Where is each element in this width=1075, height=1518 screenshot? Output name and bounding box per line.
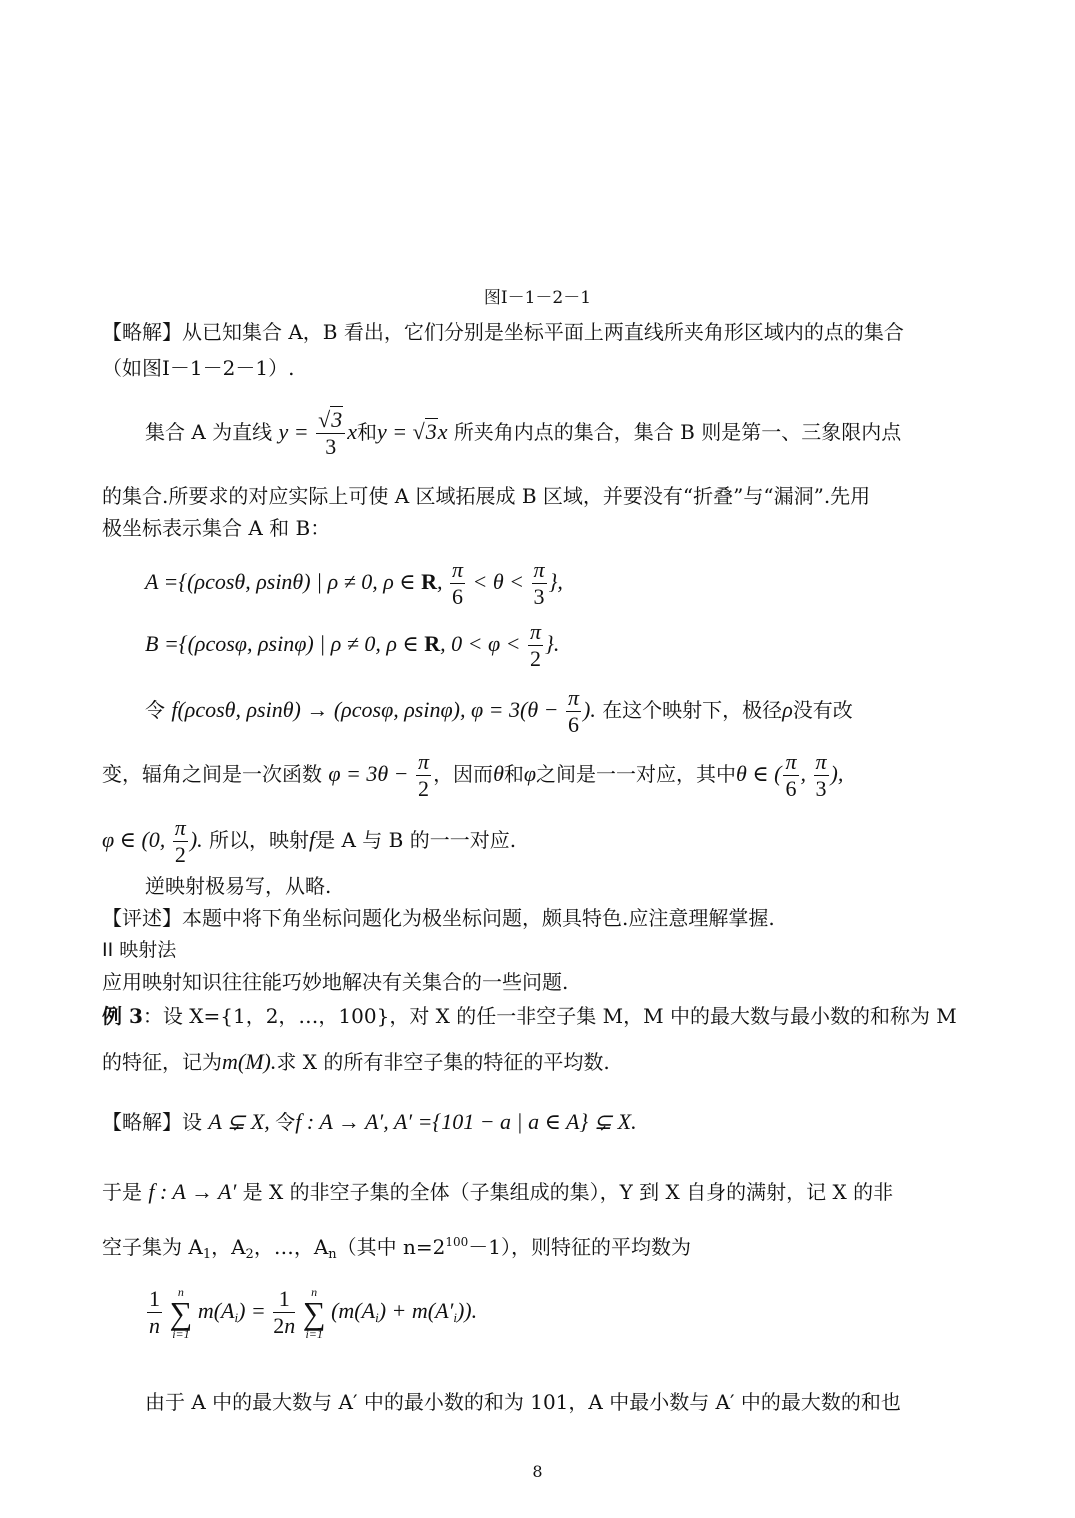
- average-formula: $\frac{1}{n}$ n ∑ i=1 $m(A_i)$ = $\frac{1}{2n}$ n ∑ i=1 $(m(A_i) + m(A'_i))$.: [149, 1284, 478, 1341]
- mapping-definition: 令 f(ρcosθ, ρsinθ) → (ρcosφ, ρsinφ), φ = 3(θ − $\frac{\pi}{6}$ ). 在这个映射下，极径ρ没有改: [145, 685, 853, 738]
- solution-para-line2: （如图Ⅰ－1－2－1）.: [102, 356, 295, 380]
- line-equation-1: y = $\frac{√3}{3}$ x: [278, 407, 357, 460]
- example-3-line2: 的特征，记为m(M).求 X 的所有非空子集的特征的平均数.: [102, 1049, 610, 1074]
- inverse-note: 逆映射极易写，从略.: [145, 874, 332, 898]
- solution-line2: 于是 f : A → A′ 是 X 的非空子集的全体（子集组成的集），Y 到 X 自身的满射，记 X 的非: [102, 1179, 894, 1204]
- section-intro: 应用映射知识往往能巧妙地解决有关集合的一些问题.: [102, 970, 569, 994]
- figure-caption: 图Ⅰ－1－2－1: [483, 288, 592, 308]
- section-heading: II 映射法: [102, 939, 177, 961]
- para-line: 的集合.所要求的对应实际上可使 A 区域拓展成 B 区域，并要没有“折叠”与“漏洞”.先用: [102, 484, 871, 508]
- solution-line3: 空子集为 $A_1$，$A_2$，…，$A_n$（其中 $n=2^{100}-1$），则特征的平均数为: [102, 1235, 692, 1262]
- para-text: 集合 A 为直线: [145, 420, 273, 444]
- solution-para-line1: 【略解】从已知集合 A，B 看出，它们分别是坐标平面上两直线所夹角形区域内的点的集合: [102, 320, 904, 344]
- page-number: 8: [532, 1462, 543, 1481]
- final-line: 由于 A 中的最大数与 A′ 中的最小数的和为 101，A 中最小数与 A′ 中的最大数的和也: [145, 1390, 901, 1414]
- lines-equation-paragraph: 集合 A 为直线 y = $\frac{√3}{3}$ x和y = √3x 所夹角内点的集合，集合 B 则是第一、三象限内点: [145, 407, 902, 460]
- argument-relation: 变，辐角之间是一次函数 φ = 3θ − $\frac{\pi}{2}$ ，因而θ和φ之间是一一对应，其中θ ∈ ( $\frac{\pi}{6}$ , $\frac{\pi}{3}$ ),: [102, 749, 844, 802]
- solution-mapping: 【略解】设 A ⊊ X, 令f : A → A′, A′ ={101 − a | a ∈ A} ⊊ X.: [102, 1109, 637, 1134]
- para-text: 所夹角内点的集合，集合 B 则是第一、三象限内点: [453, 420, 902, 444]
- para-line: 极坐标表示集合 A 和 B：: [102, 516, 331, 540]
- phi-range: φ ∈ (0, $\frac{\pi}{2}$ ). 所以，映射f是 A 与 B 的一一对应.: [102, 815, 517, 868]
- set-b-definition: B ={(ρcosφ, ρsinφ) | ρ ≠ 0, ρ ∈ R, 0 < φ < $\frac{\pi}{2}$ }.: [145, 619, 560, 672]
- set-a-definition: A ={(ρcosθ, ρsinθ) | ρ ≠ 0, ρ ∈ R, $\frac{\pi}{6}$ < θ < $\frac{\pi}{3}$ },: [145, 557, 563, 610]
- comment: 【评述】本题中将下角坐标问题化为极坐标问题，颇具特色.应注意理解掌握.: [102, 906, 775, 930]
- example-3-line1: 例 3：设 X={1，2，…，100}，对 X 的任一非空子集 M，M 中的最大数与最小数的和称为 M: [102, 1004, 957, 1028]
